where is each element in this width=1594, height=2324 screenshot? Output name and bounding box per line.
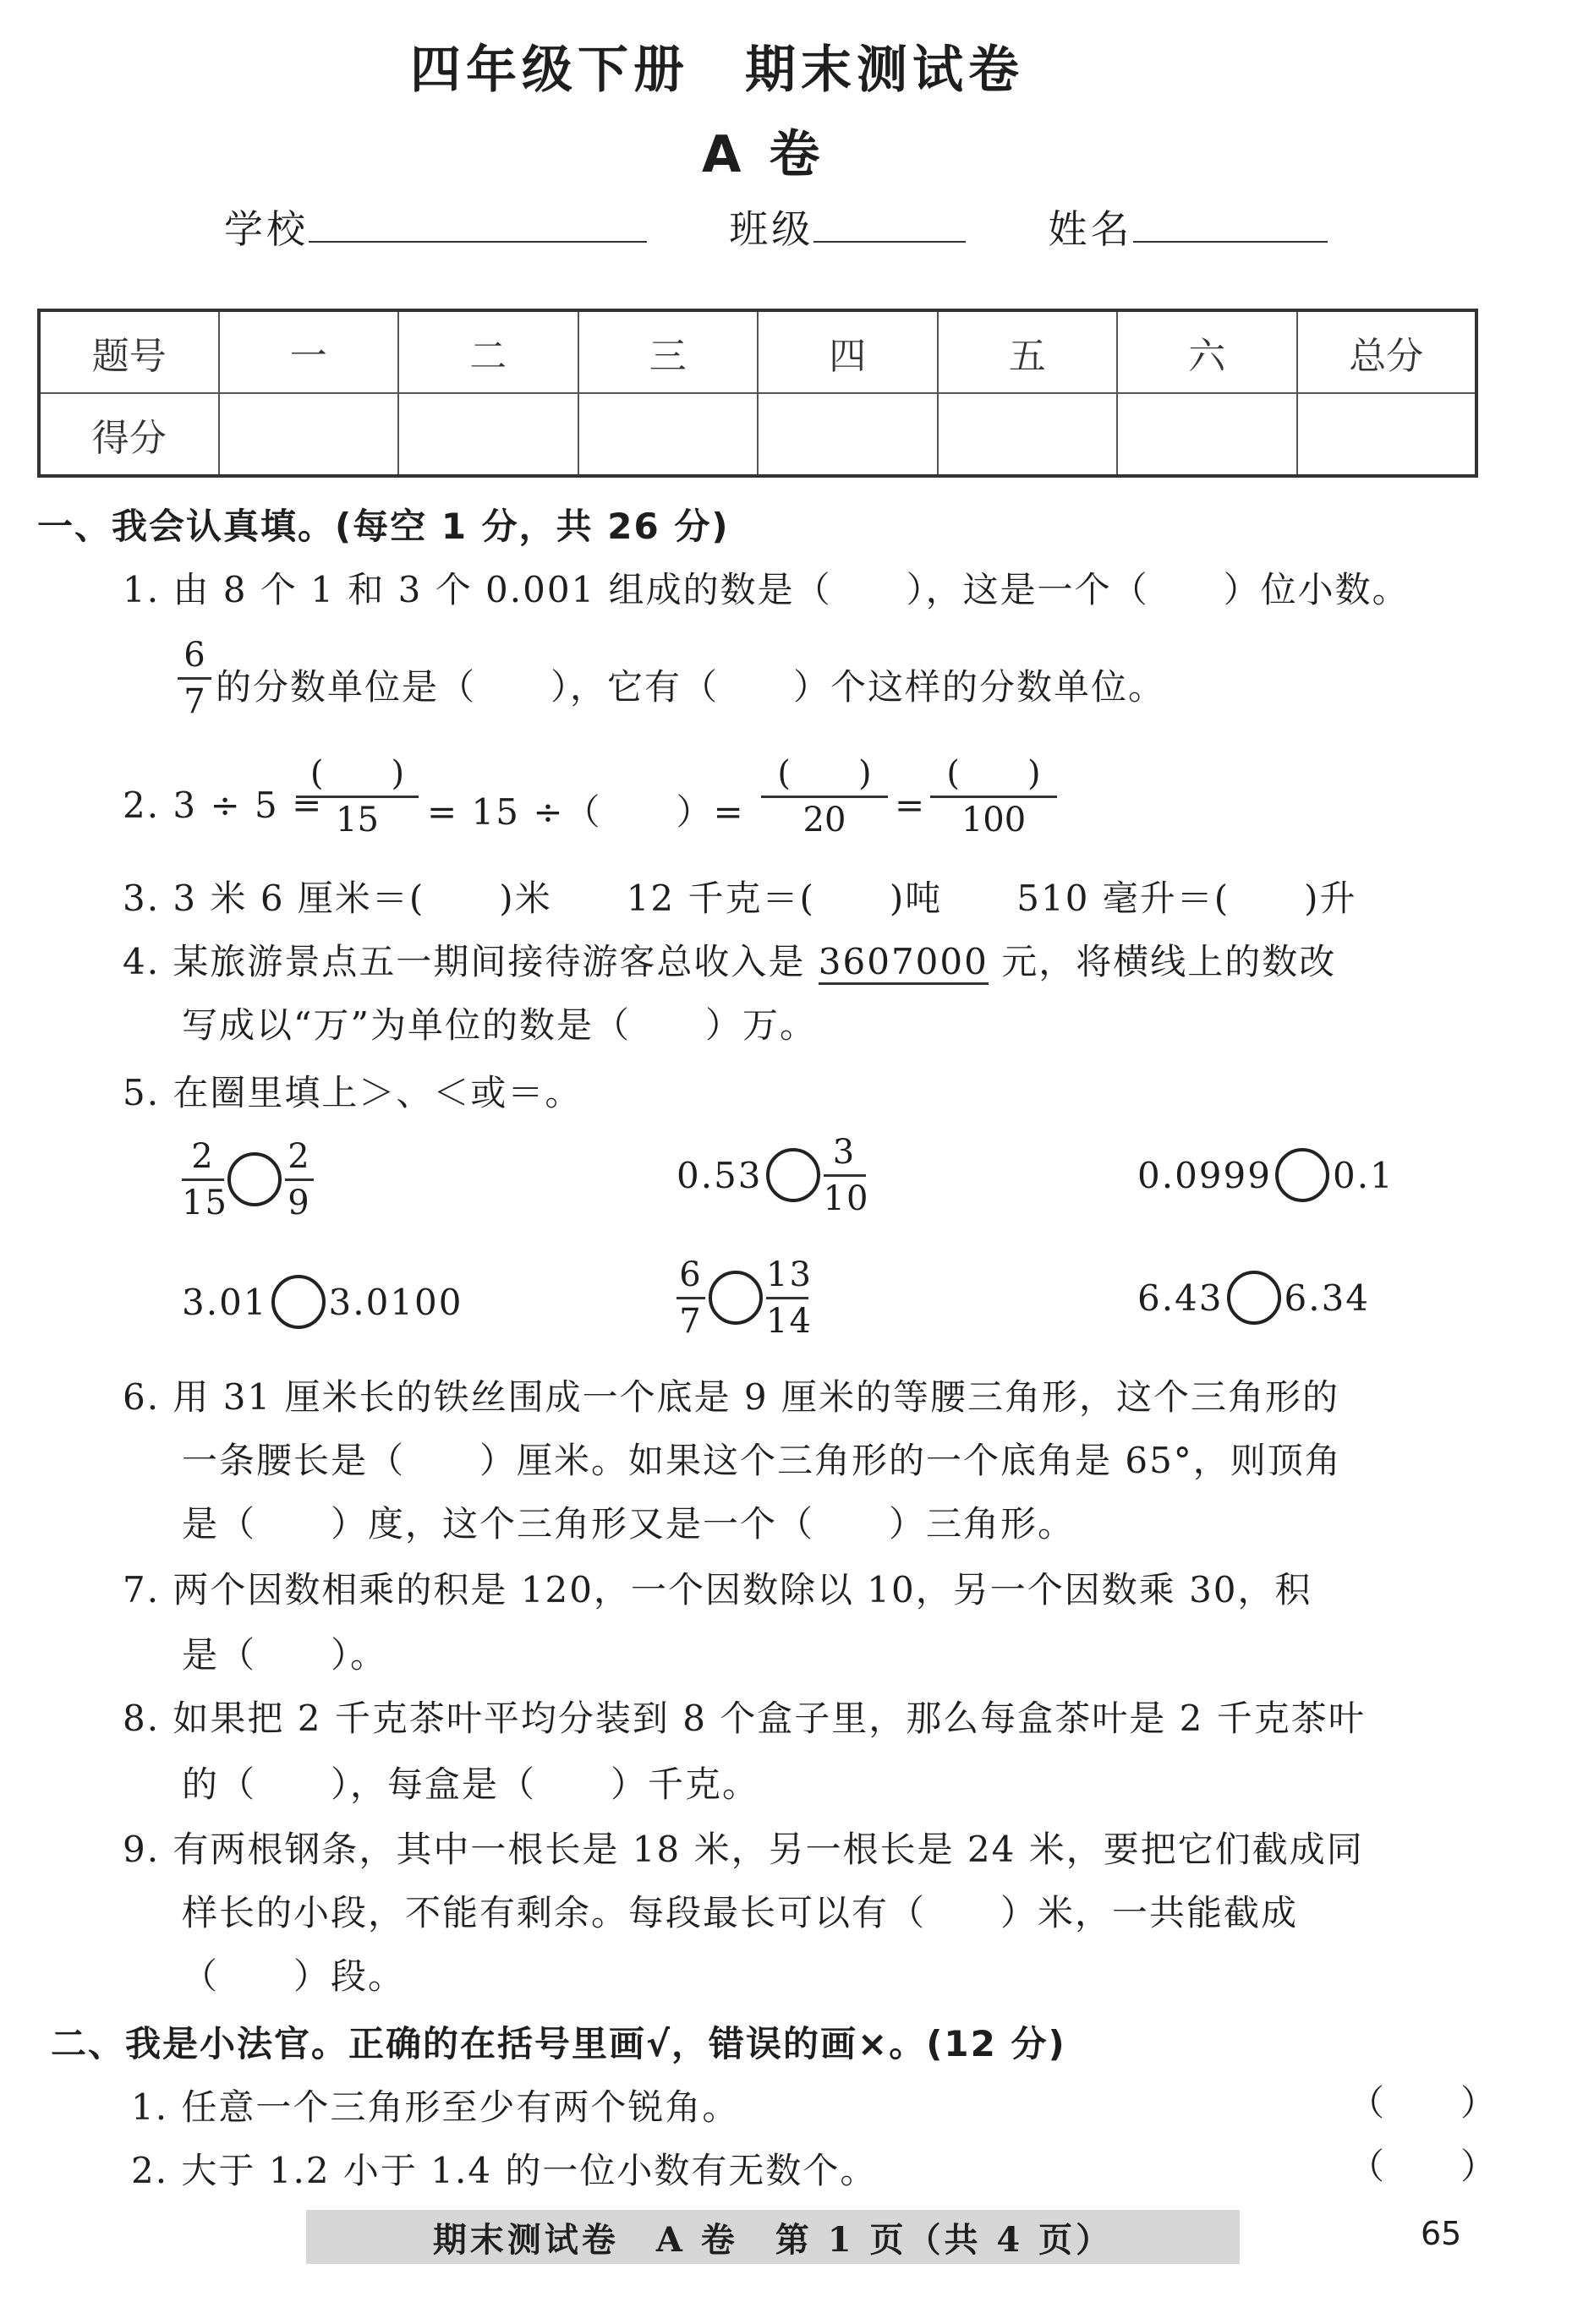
question-2-middle: = 15 ÷（ ）= [427, 791, 745, 833]
page-title: 四年级下册 期末测试卷 [410, 41, 1024, 100]
compare-circle[interactable] [227, 1152, 282, 1206]
compare-circle[interactable] [709, 1271, 763, 1325]
score-cell[interactable] [1297, 393, 1477, 476]
compare-circle[interactable] [766, 1148, 820, 1202]
question-8-line-2: 的（ ），每盒是（ ）千克。 [182, 1764, 760, 1805]
question-9-line-3: （ ）段。 [182, 1955, 406, 1997]
fraction-3-10: $\frac{3}{10}$ [823, 1132, 870, 1218]
page-footer: 期末测试卷 A 卷 第 1 页（共 4 页） [306, 2210, 1240, 2264]
school-label: 学校 [224, 206, 309, 252]
score-cell[interactable] [758, 393, 938, 476]
judge-question-1: 1. 任意一个三角形至少有两个锐角。 [131, 2086, 740, 2128]
score-cell[interactable] [219, 393, 399, 476]
compare-d: 3.01 3.0100 [182, 1255, 463, 1348]
question-9-line-2: 样长的小段，不能有剩余。每段最长可以有（ ）米，一共能截成 [182, 1892, 1299, 1933]
table-header-row [39, 310, 1476, 393]
score-cell[interactable] [1117, 393, 1297, 476]
question-5: 5. 在圈里填上＞、＜或＝。 [123, 1072, 583, 1113]
judge-question-2: 2. 大于 1.2 小于 1.4 的一位小数有无数个。 [131, 2150, 878, 2191]
question-1-line-2: 的分数单位是（ ），它有（ ）个这样的分数单位。 [216, 666, 1166, 708]
fraction-13-14: $\frac{13}{14}$ [766, 1255, 813, 1341]
compare-f: 6.43 6.34 [1137, 1251, 1370, 1344]
compare-a [182, 1133, 314, 1226]
question-7-line-1: 7. 两个因数相乘的积是 120，一个因数除以 10，另一个因数乘 30，积 [123, 1569, 1312, 1610]
compare-circle[interactable] [1227, 1271, 1281, 1325]
score-cell[interactable] [398, 393, 578, 476]
page-subtitle: A 卷 [702, 125, 825, 184]
score-table [37, 309, 1478, 478]
class-label: 班级 [729, 206, 814, 252]
question-1-line-1: 1. 由 8 个 1 和 3 个 0.001 组成的数是（ ），这是一个（ ）位小数。 [123, 569, 1410, 610]
answer-paren-2[interactable]: （ ） [1349, 2146, 1498, 2187]
student-info [224, 199, 1328, 254]
question-6-line-1: 6. 用 31 厘米长的铁丝围成一个底是 9 厘米的等腰三角形，这个三角形的 [123, 1376, 1339, 1418]
question-8-line-1: 8. 如果把 2 千克茶叶平均分装到 8 个盒子里，那么每盒茶叶是 2 千克茶叶 [123, 1698, 1366, 1739]
question-6-line-2: 一条腰长是（ ）厘米。如果这个三角形的一个底角是 65°，则顶角 [182, 1440, 1342, 1481]
question-7-line-2: 是（ ）。 [182, 1634, 388, 1676]
section-2-heading: 二、我是小法官。正确的在括号里画√，错误的画×。(12 分) [51, 2023, 1066, 2064]
fraction-blank-100: ( ) 100 [930, 757, 1057, 837]
fraction-6-7: 6 7 [178, 638, 211, 719]
table-cell: 五 [938, 310, 1118, 393]
table-cell: 三 [578, 310, 759, 393]
fraction-6-7b: $\frac{6}{7}$ [676, 1258, 705, 1338]
table-cell: 六 [1117, 310, 1297, 393]
name-field[interactable] [1133, 204, 1328, 243]
score-cell[interactable] [938, 393, 1118, 476]
compare-b: 0.53 $\frac{3}{10}$ [676, 1132, 870, 1218]
question-9-line-1: 9. 有两根钢条，其中一根长是 18 米，另一根长是 24 米，要把它们截成同 [123, 1829, 1364, 1870]
compare-e [676, 1251, 813, 1344]
fraction-blank-20: ( ) 20 [761, 757, 888, 837]
table-cell: 题号 [39, 310, 219, 393]
question-4-line-1: 4. 某旅游景点五一期间接待游客总收入是 3607000 元，将横线上的数改 [123, 934, 1336, 985]
question-2-prefix: 2. 3 ÷ 5 = [123, 785, 324, 826]
score-cell[interactable] [578, 393, 759, 476]
fraction-blank-15: ( ) 15 [296, 757, 419, 837]
table-cell: 总分 [1297, 310, 1477, 393]
table-score-row [39, 393, 1476, 476]
table-cell: 得分 [39, 393, 219, 476]
page-number: 65 [1421, 2215, 1462, 2252]
fraction-2-15: $\frac{2}{15}$ [182, 1136, 228, 1222]
school-field[interactable] [309, 204, 647, 243]
fraction-2-9: $\frac{2}{9}$ [285, 1140, 314, 1220]
question-6-line-3: 是（ ）度，这个三角形又是一个（ ）三角形。 [182, 1503, 1076, 1545]
compare-circle[interactable] [1275, 1148, 1329, 1202]
compare-circle[interactable] [271, 1275, 326, 1329]
table-cell: 四 [758, 310, 938, 393]
table-cell: 一 [219, 310, 399, 393]
table-cell: 二 [398, 310, 578, 393]
underlined-number: 3607000 [819, 941, 989, 985]
section-1-heading: 一、我会认真填。(每空 1 分，共 26 分) [37, 506, 730, 547]
question-2-equals: = [895, 785, 927, 826]
answer-paren-1[interactable]: （ ） [1349, 2082, 1498, 2124]
question-3: 3. 3 米 6 厘米＝( )米 12 千克＝( )吨 510 毫升＝( )升 [123, 878, 1357, 919]
compare-c: 0.0999 0.1 [1137, 1129, 1394, 1222]
class-field[interactable] [813, 204, 966, 243]
name-label: 姓名 [1048, 206, 1133, 252]
question-4-line-2: 写成以“万”为单位的数是（ ）万。 [182, 1004, 817, 1046]
